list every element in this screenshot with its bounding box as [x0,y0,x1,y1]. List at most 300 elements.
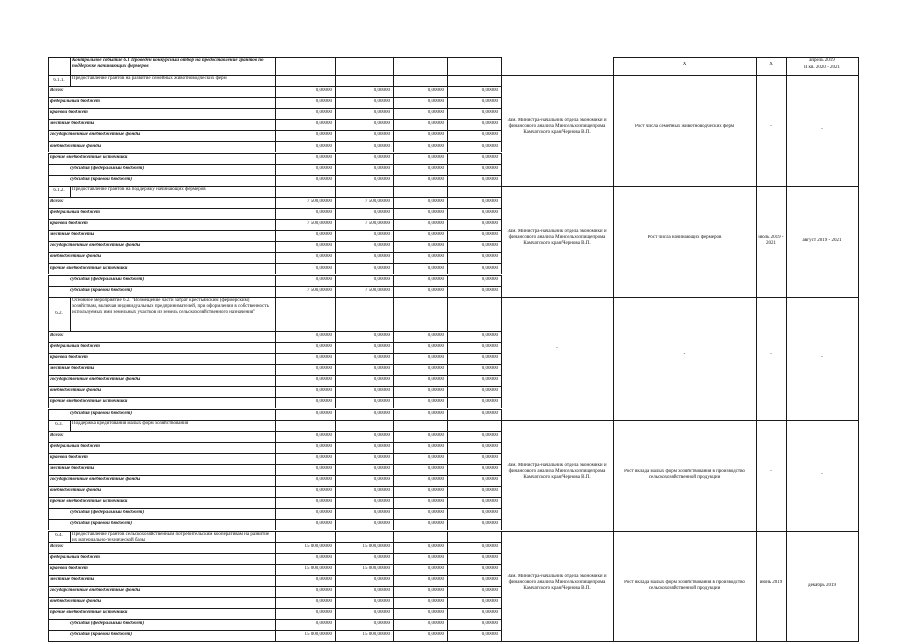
grid-line [335,153,336,164]
grid-line [393,108,394,119]
grid-line [501,75,502,86]
grid-line [48,230,49,241]
row-value: 0,00000 [373,99,390,105]
row-value: 0,00000 [481,165,498,171]
grid-line [335,331,336,342]
row-value: 0,00000 [315,332,332,338]
row-value: 0,00000 [481,443,498,449]
grid-line [275,141,276,152]
row-label: прочие внебюджетные источники [50,499,128,505]
grid-line [335,608,336,619]
grid-line [275,353,276,364]
grid-line [275,542,276,553]
grid-line [786,186,787,297]
row-value: 0,00000 [315,621,332,627]
row-value: 0,00000 [315,465,332,471]
grid-line [275,464,276,475]
row-value: 0,00000 [481,121,498,127]
grid-line [275,275,276,286]
grid-line [48,386,49,397]
row-value: 0,00000 [481,366,498,372]
grid-line [501,130,502,141]
row-label: краевой бюджет [50,355,88,360]
row-value: 0,00000 [373,254,390,260]
row-value: 0,00000 [481,287,498,293]
grid-line [393,431,394,442]
block-code: 6.1.2. [53,188,65,194]
row-value: 0,00000 [427,221,444,227]
grid-line [48,97,49,108]
row-label: внебюджетные фонды [50,388,102,394]
grid-line [447,263,448,274]
row-value: 0,00000 [427,121,444,127]
row-value: 0,00000 [373,610,390,616]
row-value: 15 000,00000 [304,632,332,638]
grid-line [393,86,394,97]
grid-line [275,241,276,252]
grid-line [447,586,448,597]
row-value: 0,00000 [373,343,390,349]
row-value: 0,00000 [481,243,498,249]
block-code: 6.1.1. [53,77,65,83]
row-value: 0,00000 [427,143,444,149]
grid-line [393,342,394,353]
row-value: 7 500,00000 [307,287,332,293]
responsible-person: Зам. Министра-начальник отдела экономики и финансового анализа Минсельхозпищепрома Камчатского края/Чернова В.П. [507,463,607,481]
block-title: Предоставление грантов на поддержку начинающих фермеров [72,186,206,192]
grid-line [48,75,49,86]
grid-line [48,297,49,331]
grid-line [501,175,502,186]
grid-line [335,219,336,230]
grid-line [48,286,49,297]
end-date: - [821,472,823,478]
grid-line [501,263,502,274]
grid-line [335,108,336,119]
grid-line [393,519,394,530]
grid-line [501,141,502,152]
row-value: 0,00000 [373,154,390,160]
grid-line [447,208,448,219]
expected-result: - [683,352,686,358]
row-value: 0,00000 [373,488,390,494]
grid-line [501,508,502,519]
grid-line [275,497,276,508]
row-label: Всего: [50,198,64,204]
grid-line [447,375,448,386]
row-value: 0,00000 [427,610,444,616]
grid-line [275,442,276,453]
row-value: 0,00000 [427,510,444,516]
row-value: 0,00000 [427,477,444,482]
row-value: 7 500,00000 [307,198,332,204]
grid-line [858,531,859,642]
row-value: 0,00000 [427,521,444,527]
grid-line [501,409,502,420]
grid-line [447,409,448,420]
grid-line [613,420,614,531]
grid-line [335,86,336,97]
row-value: 0,00000 [315,165,332,171]
row-value: 0,00000 [315,599,332,604]
grid-line [393,597,394,608]
grid-line [275,453,276,464]
row-value: 0,00000 [481,621,498,627]
grid-line [335,431,336,442]
grid-line [447,608,448,619]
grid-line [447,86,448,97]
grid-line [70,57,71,75]
grid-line [613,297,614,420]
row-value: 0,00000 [427,465,444,471]
grid-line [501,475,502,486]
row-value: 0,00000 [315,587,332,593]
grid-line [335,186,336,197]
grid-line [786,57,787,75]
row-value: 0,00000 [373,165,390,171]
row-value: 0,00000 [427,232,444,238]
row-label: федеральный бюджет [50,554,100,560]
grid-line [393,353,394,364]
grid-line [48,486,49,497]
grid-line [501,164,502,175]
row-value: 0,00000 [373,265,390,271]
grid-line [48,431,49,442]
grid-line [393,397,394,408]
block-title: Основное мероприятие 6.2. "Возмещение части затрат крестьянским (фермерским) хозяйствам, включая индивидуальных предпринимателей, при оформлении в собственность используемых ими земельных участков из земель сельскохозяйственного назначения" [72,297,269,315]
grid-line [786,75,787,186]
grid-line [501,86,502,97]
row-value: 0,00000 [481,454,498,460]
end-date: - [821,127,823,133]
row-value: 0,00000 [481,432,498,438]
grid-line [613,186,614,297]
row-value: 0,00000 [427,632,444,638]
grid-line [501,608,502,619]
grid-line [393,486,394,497]
grid-line [48,331,49,342]
grid-line [858,75,859,186]
grid-line [501,431,502,442]
grid-line [275,486,276,497]
grid-line [48,519,49,530]
grid-line [501,108,502,119]
grid-line [501,119,502,130]
start-date: - [770,124,772,130]
row-value: 0,00000 [427,154,444,160]
row-value: 0,00000 [427,332,444,338]
row-value: 0,00000 [481,599,498,604]
row-value: 0,00000 [481,176,498,182]
row-label: краевой бюджет [50,110,88,116]
row-value: 0,00000 [373,576,390,582]
row-value: 0,00000 [315,132,332,138]
grid-line [393,97,394,108]
grid-line [447,630,448,641]
block-code: 6.3. [55,422,63,428]
grid-line [447,186,448,197]
grid-line [275,164,276,175]
grid-line [335,252,336,263]
grid-line [48,57,49,75]
grid-line [447,619,448,630]
row-value: 0,00000 [315,265,332,271]
grid-line [70,75,71,86]
grid-line [501,575,502,586]
grid-line [501,553,502,564]
row-label: федеральный бюджет [50,99,100,105]
row-label: государственные внебюджетные фонды [50,243,141,249]
grid-line [275,619,276,630]
row-value: 0,00000 [481,521,498,527]
grid-line [393,531,394,542]
row-value: 0,00000 [315,499,332,505]
grid-line [447,297,448,331]
grid-line [335,420,336,431]
grid-line [501,519,502,530]
row-value: 0,00000 [427,554,444,560]
grid-line [48,453,49,464]
grid-line [335,197,336,208]
row-value: 0,00000 [427,254,444,260]
grid-line [275,553,276,564]
grid-line [501,442,502,453]
grid-line [501,564,502,575]
grid-line [756,57,757,75]
grid-line [48,564,49,575]
grid-line [501,397,502,408]
row-value: 0,00000 [481,232,498,238]
end-date: август 2019 - 2021 [802,238,842,244]
row-value: 0,00000 [315,99,332,105]
event-title: Контрольное событие 6.1 Проведен конкурсный отбор на предоставление грантов по поддержке начинающих фермеров [72,58,264,69]
grid-line [447,130,448,141]
grid-line [447,497,448,508]
grid-line [48,531,49,542]
grid-line [275,108,276,119]
grid-line [501,486,502,497]
row-label: прочие внебюджетные источники [50,399,128,405]
row-value: 0,00000 [315,510,332,516]
row-label: субсидия (краевой бюджет) [70,176,133,182]
grid-line [393,286,394,297]
row-value: 0,00000 [373,477,390,482]
grid-line [48,553,49,564]
row-label: местные бюджеты [50,576,95,582]
grid-line [335,75,336,86]
grid-line [501,331,502,342]
row-value: 0,00000 [427,454,444,460]
event-date-1: апрель 2019 [809,58,835,63]
grid-line [48,241,49,252]
grid-line [858,297,859,420]
grid-line [393,153,394,164]
row-value: 0,00000 [373,587,390,593]
row-label: Всего: [50,432,64,438]
row-label: местные бюджеты [50,366,95,372]
row-value: 7 500,00000 [365,198,390,204]
row-label: федеральный бюджет [50,343,100,349]
grid-line [501,386,502,397]
grid-line [335,286,336,297]
grid-line [393,263,394,274]
grid-line [447,331,448,342]
grid-line [393,586,394,597]
grid-line [393,141,394,152]
row-value: 0,00000 [427,388,444,394]
grid-line [48,164,49,175]
row-value: 0,00000 [373,232,390,238]
grid-line [447,564,448,575]
grid-line [393,475,394,486]
grid-line [786,297,787,420]
grid-line [275,519,276,530]
grid-line [858,420,859,531]
event-date-2: II кв. 2020 - 2021 [803,65,841,70]
grid-line [275,97,276,108]
row-value: 0,00000 [315,232,332,238]
grid-line [48,275,49,286]
grid-line [501,353,502,364]
grid-line [501,375,502,386]
grid-line [393,331,394,342]
grid-line [613,57,614,75]
mark-x-result: X [682,62,687,67]
grid-line [335,353,336,364]
row-value: 0,00000 [427,565,444,571]
row-value: 0,00000 [427,576,444,582]
grid-line [447,241,448,252]
row-value: 0,00000 [481,576,498,582]
grid-line [501,531,502,542]
grid-line [48,175,49,186]
grid-line [501,497,502,508]
row-value: 0,00000 [481,221,498,227]
row-value: 0,00000 [373,510,390,516]
grid-line [335,263,336,274]
row-label: местные бюджеты [50,465,95,471]
grid-line [447,219,448,230]
grid-line [447,153,448,164]
grid-line [393,186,394,197]
grid-line [335,508,336,519]
row-value: 0,00000 [481,276,498,282]
grid-line [48,619,49,630]
grid-line [858,57,859,75]
grid-line [335,497,336,508]
grid-line [501,364,502,375]
grid-line [393,464,394,475]
row-value: 0,00000 [315,432,332,438]
row-value: 0,00000 [373,399,390,405]
grid-line [447,597,448,608]
row-label: внебюджетные фонды [50,143,102,149]
grid-line [447,164,448,175]
row-label: субсидия (федеральный бюджет) [70,276,145,282]
grid-line [447,97,448,108]
grid-line [275,252,276,263]
grid-line [447,508,448,519]
row-value: 0,00000 [427,265,444,271]
grid-line [335,519,336,530]
grid-line [48,464,49,475]
grid-line [393,409,394,420]
grid-line [48,397,49,408]
grid-line [48,586,49,597]
grid-line [335,297,336,331]
grid-line [48,353,49,364]
grid-line [335,275,336,286]
row-value: 0,00000 [315,343,332,349]
row-value: 0,00000 [373,276,390,282]
grid-line [447,252,448,263]
grid-line [501,197,502,208]
grid-line [275,397,276,408]
row-value: 0,00000 [315,110,332,116]
grid-line [48,208,49,219]
grid-line [393,164,394,175]
row-value: 0,00000 [315,210,332,215]
row-value: 7 500,00000 [365,221,390,227]
row-value: 0,00000 [373,176,390,182]
row-value: 0,00000 [373,388,390,394]
grid-line [447,486,448,497]
grid-line [275,331,276,342]
grid-line [501,586,502,597]
grid-line [393,57,394,75]
grid-line [335,97,336,108]
row-value: 0,00000 [481,99,498,105]
row-value: 0,00000 [315,143,332,149]
grid-line [275,297,276,331]
row-label: Всего: [50,543,64,549]
row-value: 0,00000 [427,366,444,372]
grid-line [447,553,448,564]
grid-line [393,364,394,375]
row-label: местные бюджеты [50,232,95,238]
end-date: - [821,355,823,361]
row-value: 0,00000 [481,88,498,93]
grid-line [393,453,394,464]
grid-line [447,464,448,475]
grid-line [447,119,448,130]
grid-line [335,453,336,464]
grid-line [447,397,448,408]
row-value: 0,00000 [373,110,390,116]
row-label: субсидия (краевой бюджет) [70,521,133,527]
row-value: 0,00000 [315,610,332,616]
grid-line [501,453,502,464]
expected-result: Рост вклада малых форм хозяйствования в производство сельскохозяйственной продукции [624,579,745,591]
grid-line [501,342,502,353]
grid-line [335,208,336,219]
row-label: внебюджетные фонды [50,488,102,494]
grid-line [393,119,394,130]
grid-line [48,263,49,274]
grid-line [335,130,336,141]
row-label: субсидия (краевой бюджет) [70,287,133,293]
row-value: 0,00000 [427,599,444,604]
row-value: 0,00000 [481,332,498,338]
grid-line [275,409,276,420]
grid-line [501,241,502,252]
grid-line [48,420,49,431]
row-label: внебюджетные фонды [50,599,102,604]
row-label: прочие внебюджетные источники [50,265,128,271]
row-label: субсидия (федеральный бюджет) [70,510,145,516]
row-label: местные бюджеты [50,121,95,127]
grid-line [447,431,448,442]
